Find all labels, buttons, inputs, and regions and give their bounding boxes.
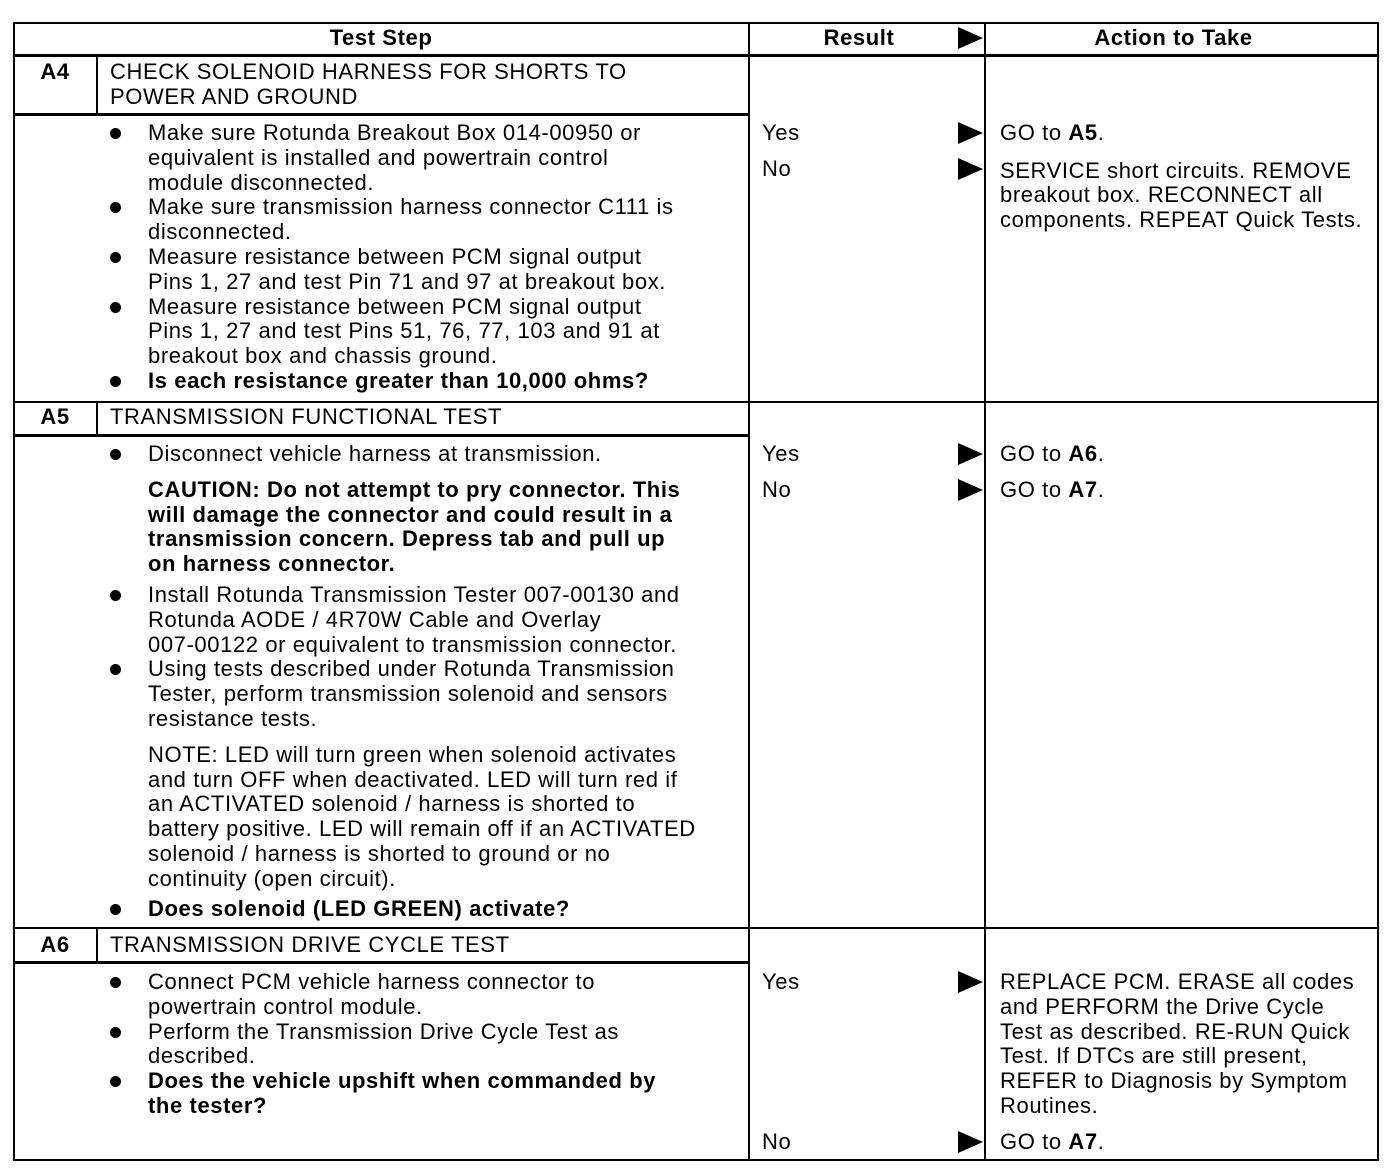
question-text: Does the vehicle upshift when commanded by the tester? bbox=[148, 1068, 657, 1118]
bullet-icon bbox=[110, 904, 121, 915]
arrow-right-icon bbox=[958, 158, 983, 180]
arrow-right-icon bbox=[958, 971, 983, 993]
result-row bbox=[0, 442, 1392, 467]
test-step-text: Using tests described under Rotunda Transmission Tester, perform transmission solenoid and sensors resistance tests. bbox=[148, 656, 675, 731]
row-divider bbox=[13, 927, 1379, 929]
action-instruction: GO to bbox=[1000, 120, 1069, 145]
bullet-icon bbox=[110, 664, 121, 675]
bullet-icon bbox=[110, 376, 121, 387]
test-step-item bbox=[108, 195, 748, 245]
step-number: A4 bbox=[40, 59, 70, 84]
test-step-text: Perform the Transmission Drive Cycle Test as described. bbox=[148, 1018, 620, 1069]
action-end: . bbox=[1097, 441, 1105, 466]
test-step-text: Make sure transmission harness connector C111 is disconnected. bbox=[148, 194, 674, 245]
header-test-step: Test Step bbox=[329, 25, 433, 50]
note-text: NOTE: LED will turn green when solenoid activates and turn OFF when deactivated. LED will turn red if an ACTIVATED solenoid / harness is shorted to battery positive. LED will remain off if an ACTIVATED solenoid / harness is shorted to ground or no continuity (open circuit). bbox=[148, 741, 696, 891]
bullet-icon bbox=[110, 252, 121, 263]
title-divider bbox=[13, 434, 750, 437]
result-row bbox=[0, 1130, 1392, 1155]
step-title: TRANSMISSION FUNCTIONAL TEST bbox=[110, 404, 503, 429]
arrow-right-icon bbox=[958, 27, 983, 49]
arrow-right-icon bbox=[958, 479, 983, 501]
test-step-text: Measure resistance between PCM signal output Pins 1, 27 and test Pin 71 and 97 at breakout box. bbox=[148, 243, 667, 294]
action-step-ref: A6 bbox=[1068, 441, 1098, 466]
result-row bbox=[0, 121, 1392, 146]
header-action: Action to Take bbox=[1094, 25, 1253, 50]
action-text bbox=[1000, 1130, 1376, 1155]
test-step-question bbox=[108, 1069, 748, 1119]
action-text bbox=[1000, 442, 1376, 467]
test-step-item bbox=[108, 295, 748, 369]
test-step-item bbox=[108, 1020, 748, 1070]
test-step-text: Install Rotunda Transmission Tester 007-00130 and Rotunda AODE / 4R70W Cable and Overlay 007-00122 or equivalent to transmission connector. bbox=[148, 581, 680, 657]
arrow-right-icon bbox=[958, 443, 983, 465]
result-label: Yes bbox=[762, 441, 800, 466]
title-divider bbox=[13, 961, 750, 964]
question-text: Is each resistance greater than 10,000 ohms? bbox=[148, 367, 649, 393]
result-row bbox=[0, 478, 1392, 503]
result-label: No bbox=[762, 156, 792, 181]
header-result: Result bbox=[823, 25, 895, 50]
action-end: . bbox=[1097, 1129, 1105, 1154]
action-instruction: GO to bbox=[1000, 1129, 1069, 1154]
test-step-text: Make sure Rotunda Breakout Box 014-00950 or equivalent is installed and powertrain control module disconnected. bbox=[148, 120, 641, 195]
arrow-right-icon bbox=[958, 1131, 983, 1153]
caution-text: CAUTION: Do not attempt to pry connector. This will damage the connector and could result in a transmission concern. Depress tab and pull up on harness connector. bbox=[148, 476, 681, 577]
test-step-text: Disconnect vehicle harness at transmission. bbox=[148, 441, 602, 466]
test-step-text: Connect PCM vehicle harness connector to powertrain control module. bbox=[148, 969, 596, 1019]
action-end: . bbox=[1097, 120, 1105, 145]
test-step-item bbox=[108, 657, 748, 891]
arrow-right-icon bbox=[958, 122, 983, 144]
result-label: No bbox=[762, 1129, 792, 1154]
bullet-icon bbox=[110, 590, 121, 601]
test-step-item bbox=[108, 245, 748, 295]
action-text: SERVICE short circuits. REMOVE breakout box. RECONNECT all components. REPEAT Quick Tests. bbox=[1000, 157, 1363, 233]
test-step-question bbox=[108, 369, 748, 394]
action-step-ref: A5 bbox=[1068, 120, 1098, 145]
bullet-icon bbox=[110, 1076, 121, 1087]
result-label: Yes bbox=[762, 120, 800, 145]
title-divider bbox=[13, 113, 750, 116]
action-step-ref: A7 bbox=[1068, 1129, 1098, 1154]
step-title: CHECK SOLENOID HARNESS FOR SHORTS TO POWER AND GROUND bbox=[110, 59, 627, 109]
action-step-ref: A7 bbox=[1068, 477, 1098, 502]
action-end: . bbox=[1097, 477, 1105, 502]
test-step-list bbox=[108, 442, 748, 921]
action-text bbox=[1000, 478, 1376, 503]
test-step-item bbox=[108, 583, 748, 657]
header-divider bbox=[13, 54, 1379, 57]
action-instruction: GO to bbox=[1000, 477, 1069, 502]
result-label: Yes bbox=[762, 969, 800, 994]
step-number: A6 bbox=[40, 932, 70, 957]
bullet-icon bbox=[110, 302, 121, 313]
step-number: A5 bbox=[40, 404, 70, 429]
action-instruction: GO to bbox=[1000, 441, 1069, 466]
bullet-icon bbox=[110, 202, 121, 213]
test-step-text: Measure resistance between PCM signal output Pins 1, 27 and test Pins 51, 76, 77, 103 and 91 at breakout box and chassis ground. bbox=[148, 293, 660, 369]
step-title: TRANSMISSION DRIVE CYCLE TEST bbox=[110, 932, 510, 957]
action-text: REPLACE PCM. ERASE all codes and PERFORM the Drive Cycle Test as described. RE-RUN Quick Test. If DTCs are still present, REFER to Diagnosis by Symptom Routines. bbox=[1000, 969, 1355, 1118]
test-step-question bbox=[108, 897, 748, 922]
action-text bbox=[1000, 121, 1376, 146]
row-divider bbox=[13, 401, 1379, 403]
bullet-icon bbox=[110, 1027, 121, 1038]
question-text: Does solenoid (LED GREEN) activate? bbox=[148, 895, 570, 921]
result-label: No bbox=[762, 477, 792, 502]
